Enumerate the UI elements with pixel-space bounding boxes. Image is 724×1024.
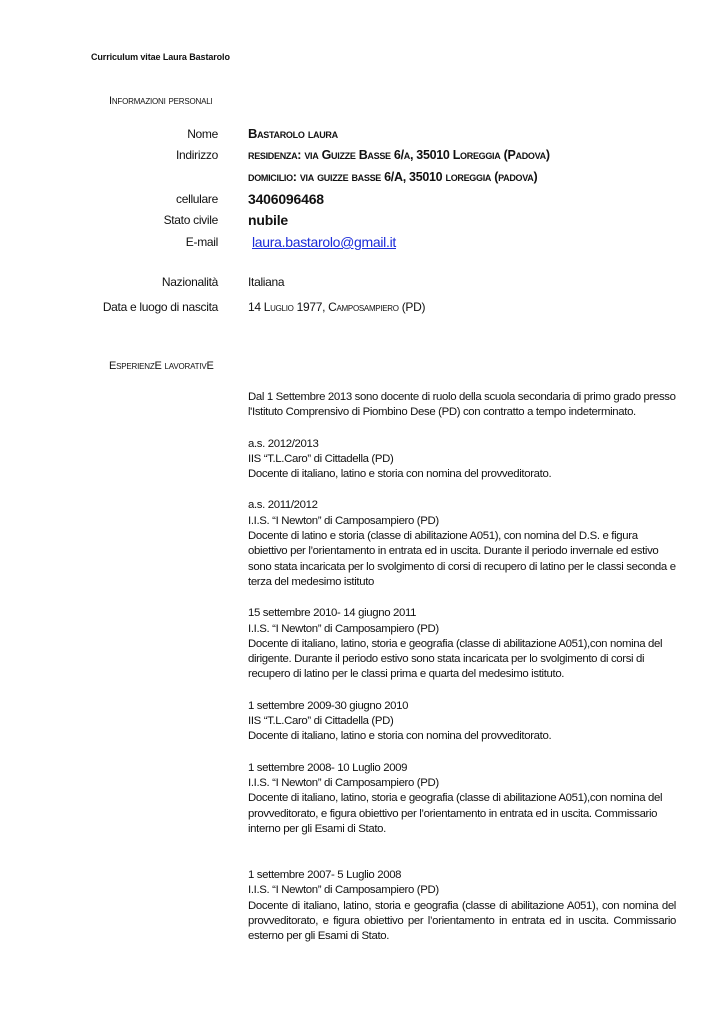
value-cellulare: 3406096468 [248,191,324,207]
value-stato-civile: nubile [248,212,289,228]
section-title-experience: EsperienzE lavorativE [109,360,214,372]
label-cellulare: cellulare [176,192,218,206]
entry-description: Docente di italiano, latino e storia con nomina del provveditorato. [248,730,552,743]
value-domicilio: domicilio: via guizze basse 6/A, 35010 loreggia (padova) [248,170,538,184]
entry-description: Docente di italiano, latino, storia e geografia (classe di abilitazione A051),con nomina del provveditorato, e figura obiettivo per l’orientamento in entrata ed in uscita. Commissario interno per gli Esami di Stato. [248,792,663,835]
value-residenza: residenza: via Guizze Basse 6/a, 35010 Loreggia (Padova) [248,148,550,162]
entry-description: Docente di latino e storia (classe di abilitazione A051), con nomina del D.S. e figura obiettivo per l’orientamento in entrata ed in uscita. Durante il periodo invernale ed estivo sono stata incaricata per lo svolgimento di corsi di recupero di latino per le classi seconda e terza del medesimo istituto [248,530,676,588]
entry-period: a.s. 2012/2013 [248,437,319,450]
entry-description: Docente di italiano, latino, storia e geografia (classe di abilitazione A051),con nomina del dirigente. Durante il periodo estivo sono stata incaricata per lo svolgimento di corsi di recupero di latino per le classi prima e quarta del medesimo istituto. [248,637,663,681]
entry-description: Docente di italiano, latino, storia e geografia (classe di abilitazione A051), con nomina del provveditorato, e figura obiettivo per l’orientamento in entrata ed in uscita. Commissario esterno per gli Esami di Stato. [248,899,676,943]
entry-period: 1 settembre 2007- 5 Luglio 2008 [248,869,402,882]
entry-school: IIS “T.L.Caro” di Cittadella (PD) [248,715,394,728]
section-title-personal: Informazioni personali [109,95,213,107]
email-link[interactable]: laura.bastarolo@gmail.it [252,234,396,250]
value-nome: Bastarolo laura [248,126,338,141]
label-nome: Nome [187,127,218,141]
value-nascita: 14 Luglio 1977, Camposampiero (PD) [248,300,426,314]
label-nazionalita: Nazionalità [161,275,218,289]
entry-period: 15 settembre 2010- 14 giugno 2011 [248,607,417,620]
document-header: Curriculum vitae Laura Bastarolo [91,52,230,62]
label-email: E-mail [185,235,218,249]
entry-period: 1 settembre 2009-30 giugno 2010 [248,699,409,712]
value-nazionalita: Italiana [248,275,285,289]
experience-intro: Dal 1 Settembre 2013 sono docente di ruolo della scuola secondaria di primo grado presso l'Istituto Comprensivo di Piombino Dese (PD) con contratto a tempo indeterminato. [248,391,676,419]
entry-school: I.I.S. “I Newton” di Camposampiero (PD) [248,514,439,527]
entry-school: I.I.S. “I Newton” di Camposampiero (PD) [248,884,439,897]
experience-list [248,390,676,945]
label-nascita: Data e luogo di nascita [102,300,218,314]
label-indirizzo: Indirizzo [176,148,218,162]
entry-description: Docente di italiano, latino e storia con nomina del provveditorato. [248,468,552,481]
entry-period: a.s. 2011/2012 [248,499,318,512]
label-stato-civile: Stato civile [163,213,218,227]
entry-period: 1 settembre 2008- 10 Luglio 2009 [248,761,408,774]
entry-school: IIS “T.L.Caro” di Cittadella (PD) [248,452,394,465]
entry-school: I.I.S. “I Newton” di Camposampiero (PD) [248,622,439,635]
entry-school: I.I.S. “I Newton” di Camposampiero (PD) [248,776,439,789]
